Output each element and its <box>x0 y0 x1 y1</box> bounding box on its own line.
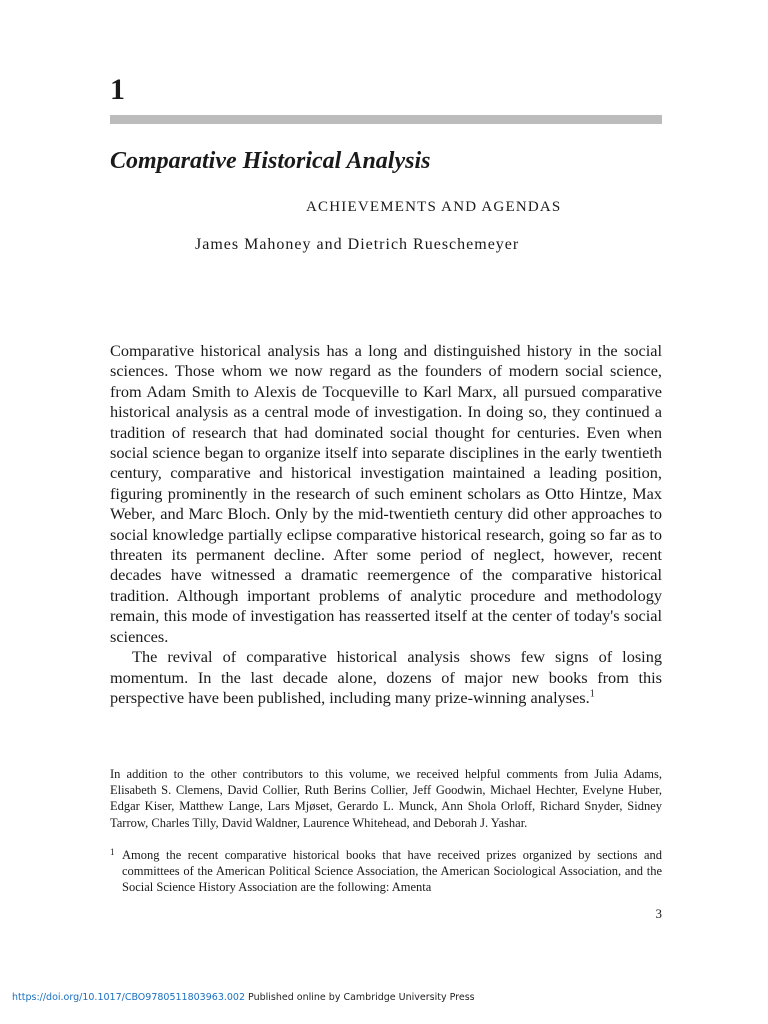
body-paragraph-2 <box>110 647 662 708</box>
body-paragraph-1: Comparative historical analysis has a long and distinguished history in the social sciences. Those whom we now regard as the founders of modern social science, from Adam Smith to Alexis de Tocqueville to Karl Marx, all pursued comparative historical analysis as a central mode of investigation. In doing so, they continued a tradition of research that had dominated social thought for centuries. Even when social science began to organize itself into separate disciplines in the early twentieth century, comparative and historical investigation maintained a leading position, figuring prominently in the research of such eminent scholars as Otto Hintze, Max Weber, and Marc Bloch. Only by the mid-twentieth century did other approaches to social knowledge partially eclipse comparative historical research, going so far as to threaten its permanent decline. After some period of neglect, however, recent decades have witnessed a dramatic reemergence of the comparative historical tradition. Although important problems of analytic procedure and methodology remain, this mode of investigation has reasserted itself at the center of today's social sciences. <box>110 341 662 646</box>
body-text <box>110 341 662 708</box>
chapter-number: 1 <box>110 73 125 106</box>
footnote-1-text: Among the recent comparative historical books that have received prizes organized by sections and committees of the American Political Science Association, the American Sociological Association, and the Social Science History Association are the following: Amenta <box>122 848 662 895</box>
chapter-authors: James Mahoney and Dietrich Rueschemeyer <box>195 236 520 253</box>
doi-link[interactable]: https://doi.org/10.1017/CBO9780511803963.002 <box>12 992 246 1003</box>
footnote-reference[interactable]: 1 <box>589 688 595 700</box>
doi-line <box>12 991 475 1005</box>
chapter-subtitle: ACHIEVEMENTS AND AGENDAS <box>306 199 562 215</box>
body-paragraph-2-text: The revival of comparative historical analysis shows few signs of losing momentum. In the last decade alone, dozens of major new books from this perspective have been published, including many prize-winning analyses. <box>110 647 662 707</box>
footnote-1-number: 1 <box>110 847 115 857</box>
footnote-1 <box>110 847 662 896</box>
page-number: 3 <box>655 906 662 921</box>
publisher-note: Published online by Cambridge University Press <box>245 992 475 1003</box>
acknowledgment-note: In addition to the other contributors to this volume, we received helpful comments from Julia Adams, Elisabeth S. Clemens, David Collier, Ruth Berins Collier, Jeff Goodwin, Michael Hechter, Evelyne Huber, Edgar Kiser, Matthew Lange, Lars Mjøset, Gerardo L. Munck, Ann Shola Orloff, Richard Snyder, Sidney Tarrow, Charles Tilly, David Waldner, Laurence Whitehead, and Deborah J. Yashar. <box>110 767 662 830</box>
chapter-heading-rule <box>110 115 662 124</box>
chapter-title: Comparative Historical Analysis <box>110 148 431 174</box>
